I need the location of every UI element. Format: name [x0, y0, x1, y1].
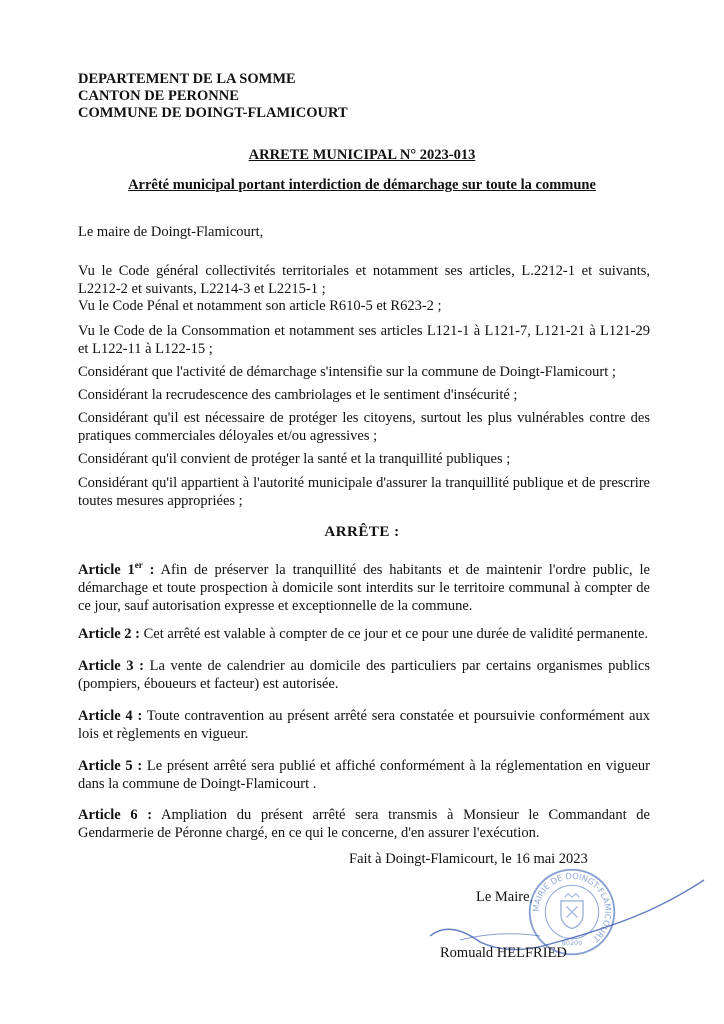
considerant-5: Considérant qu'il appartient à l'autorité municipale d'assurer la tranquillité publique et de prescrire toutes mesures appropriées ; [78, 475, 650, 509]
article-3-label: Article 3 : [78, 658, 144, 674]
article-4-text: Toute contravention au présent arrêté sera constatée et poursuivie conformément aux lois et règlements en vigueur. [78, 708, 650, 742]
article-5-label: Article 5 : [78, 758, 143, 774]
considerant-4: Considérant qu'il convient de protéger la santé et la tranquillité publiques ; [78, 451, 511, 467]
stamp-postal: 80200 [561, 939, 583, 948]
article-5 [78, 757, 650, 793]
visa-3: Vu le Code de la Consommation et notamment ses articles L121-1 à L121-7, L121-21 à L121-29 et L122-11 à L122-15 ; [78, 323, 650, 357]
department-line: DEPARTEMENT DE LA SOMME [78, 71, 296, 87]
article-6 [78, 806, 650, 842]
article-3 [78, 657, 650, 693]
considerant-1: Considérant que l'activité de démarchage s'intensifie sur la commune de Doingt-Flamicourt ; [78, 364, 616, 380]
article-3-text: La vente de calendrier au domicile des particuliers par certains organismes publics (pompiers, éboueurs et facteur) est autorisée. [78, 658, 650, 692]
signer-role: Le Maire, [476, 889, 534, 905]
article-4-label: Article 4 : [78, 708, 143, 724]
signer-name: Romuald HELFRIED [440, 945, 567, 961]
article-1-label: Article 1er : [78, 560, 155, 578]
article-1 [78, 556, 650, 615]
place-date: Fait à Doingt-Flamicourt, le 16 mai 2023 [349, 851, 588, 867]
article-6-label: Article 6 : [78, 807, 153, 823]
document-title: ARRETE MUNICIPAL N° 2023-013 [248, 147, 476, 163]
article-6-text: Ampliation du présent arrêté sera transmis à Monsieur le Commandant de Gendarmerie de Péronne chargé, en ce qui le concerne, d'en assurer l'exécution. [78, 807, 650, 841]
arrete-heading: ARRÊTE : [324, 524, 400, 540]
visa-2: Vu le Code Pénal et notamment son article R610-5 et R623-2 ; [78, 298, 442, 314]
commune-line: COMMUNE DE DOINGT-FLAMICOURT [78, 105, 348, 121]
visa-1: Vu le Code général collectivités territoriales et notamment ses articles, L.2212-1 et suivants, L2212-2 et suivants, L2214-3 et L2215-1 ; [78, 263, 650, 297]
stamp-ring-text: MAIRIE DE DOINGT-FLAMICOURT [530, 870, 614, 945]
article-4 [78, 707, 650, 743]
article-1-text: Afin de préserver la tranquillité des habitants et de maintenir l'ordre public, le démarchage et toute prospection à domicile sont interdits sur le territoire communal à compter de ce jour, sauf autorisation expresse et exceptionnelle de la commune. [78, 561, 650, 614]
article-2-label: Article 2 : [78, 626, 140, 642]
considerant-3: Considérant qu'il est nécessaire de protéger les citoyens, surtout les plus vulnérables contre des pratiques commerciales déloyales et/ou agressives ; [78, 410, 650, 444]
canton-line: CANTON DE PERONNE [78, 88, 239, 104]
document-subtitle: Arrêté municipal portant interdiction de démarchage sur toute la commune [128, 177, 596, 193]
intro-line: Le maire de Doingt-Flamicourt, [78, 224, 264, 240]
article-2 [78, 625, 650, 643]
document-header [78, 71, 348, 122]
considerant-2: Considérant la recrudescence des cambriolages et le sentiment d'insécurité ; [78, 387, 518, 403]
article-5-text: Le présent arrêté sera publié et affiché conformément à la réglementation en vigueur dans la commune de Doingt-Flamicourt . [78, 758, 650, 792]
article-2-text: Cet arrêté est valable à compter de ce jour et ce pour une durée de validité permanente. [140, 626, 649, 642]
